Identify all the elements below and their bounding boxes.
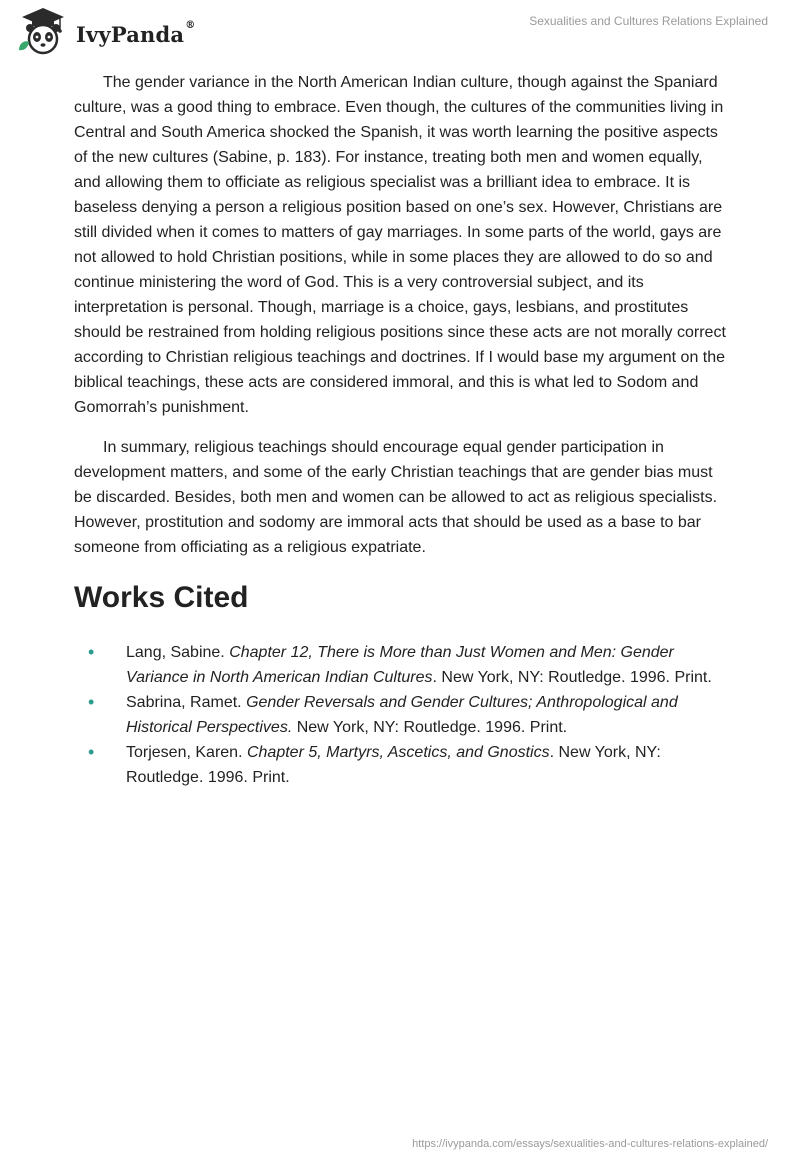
citation-item	[74, 740, 729, 790]
citation-author: Lang, Sabine.	[126, 644, 225, 661]
citation-publication: . New York, NY: Routledge. 1996. Print.	[432, 669, 712, 686]
body-paragraph: In summary, religious teachings should encourage equal gender participation in development matters, and some of the early Christian teachings that are gender bias must be discarded. Besides, both men and women can be allowed to act as religious specialists. However, prostitution and sodomy are immoral acts that should be used as a base to bar someone from officiating as a religious expatriate.	[74, 439, 718, 556]
page-header	[0, 0, 800, 60]
ivypanda-logo[interactable]	[14, 6, 195, 58]
citation-publication: New York, NY: Routledge. 1996. Print.	[292, 719, 568, 736]
bullet-dot-icon: •	[88, 742, 95, 762]
citation-publication: . New York, NY: Routledge. 1996. Print.	[126, 744, 661, 786]
citation-title: Chapter 5, Martyrs, Ascetics, and Gnostics	[246, 744, 550, 761]
body-paragraph: The gender variance in the North American Indian culture, though against the Spaniard culture, was a good thing to embrace. Even though, the cultures of the communities living in Central and South America shocked the Spanish, it was worth learning the positive aspects of the new cultures (Sabine, p. 183). For instance, treating both men and women equally, and allowing them to officiate as religious specialist was a brilliant idea to embrace. It is baseless denying a person a religious position based on one’s sex. However, Christians are still divided when it comes to matters of gay marriages. In some parts of the world, gays are not allowed to hold Christian positions, while in some places they are allowed to do so and continue ministering the word of God. This is a very controversial subject, and its interpretation is personal. Though, marriage is a choice, gays, lesbians, and prostitutes should be restrained from holding religious positions since these acts are not morally correct according to Christian religious teachings and doctrines. If I would base my argument on the biblical teachings, these acts are considered immoral, and this is what led to Sodom and Gomorrah’s punishment.	[74, 74, 726, 416]
panda-graduation-cap-icon	[14, 6, 72, 58]
works-cited-list	[74, 640, 729, 790]
works-cited-heading: Works Cited	[74, 581, 249, 614]
essay-content	[74, 70, 729, 790]
citation-item	[74, 640, 729, 690]
bullet-dot-icon: •	[88, 642, 95, 662]
citation-author: Sabrina, Ramet.	[126, 694, 242, 711]
citation-title: Gender Reversals and Gender Cultures; Anthropological and Historical Perspectives.	[126, 694, 678, 736]
citation-title: Chapter 12, There is More than Just Women and Men: Gender Variance in North American Indian Cultures	[126, 644, 674, 686]
document-title: Sexualities and Cultures Relations Explained	[529, 14, 768, 28]
bullet-dot-icon: •	[88, 692, 95, 712]
registered-mark: ®	[185, 19, 196, 31]
logo-text	[76, 19, 196, 47]
citation-author: Torjesen, Karen.	[126, 744, 243, 761]
citation-item	[74, 690, 729, 740]
logo-name: IvyPanda	[76, 21, 185, 47]
source-url-link[interactable]: https://ivypanda.com/essays/sexualities-and-cultures-relations-explained/	[412, 1138, 768, 1150]
